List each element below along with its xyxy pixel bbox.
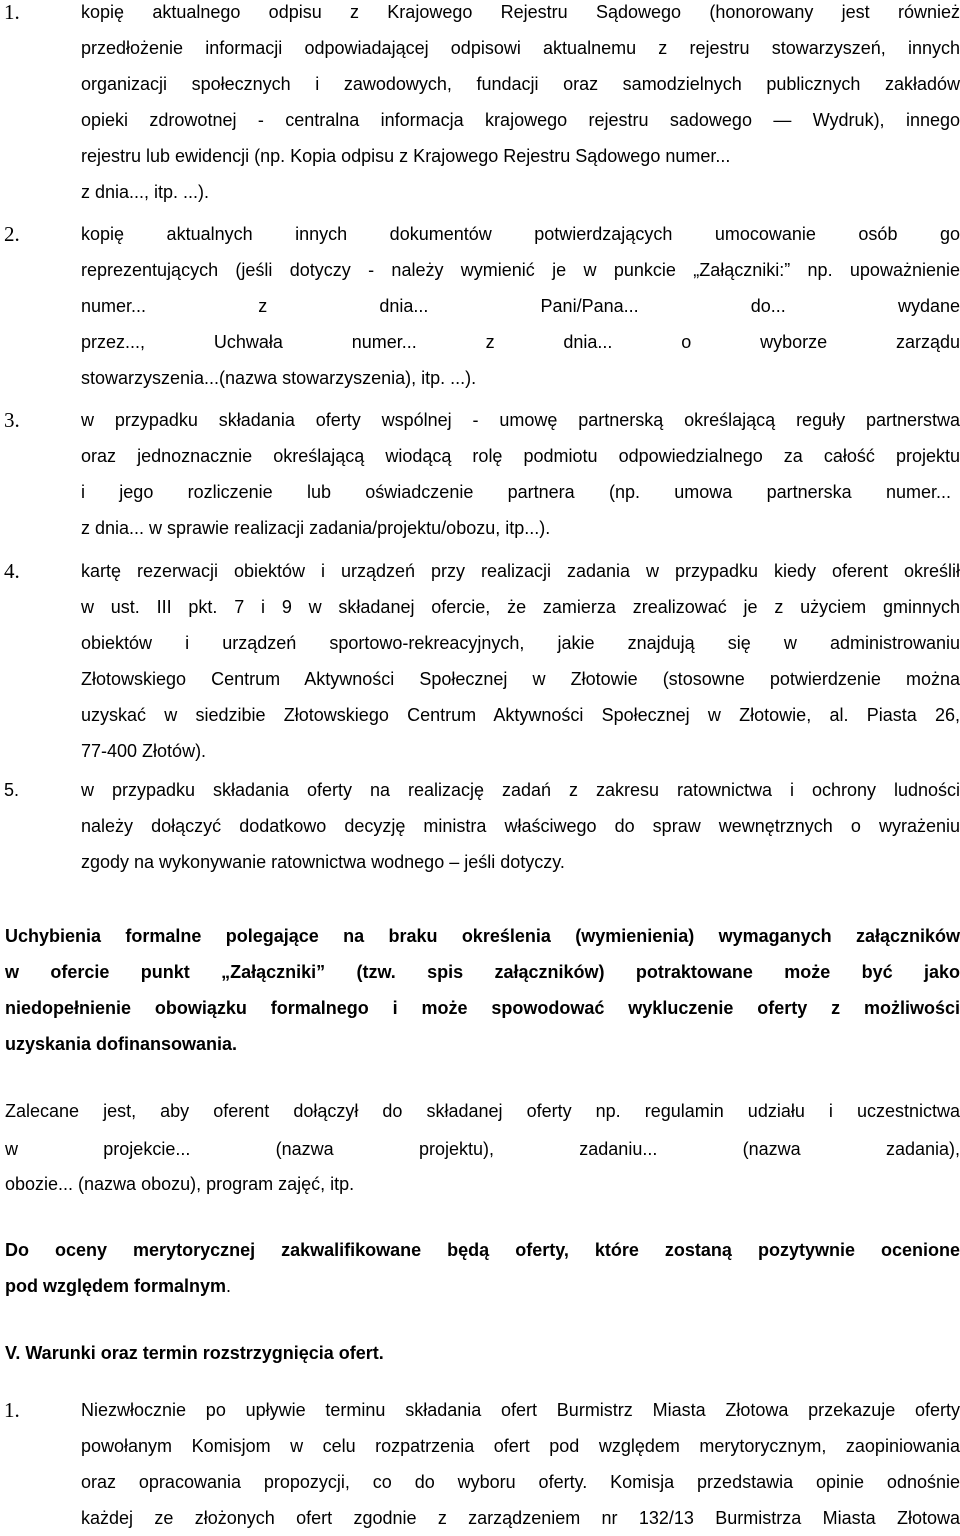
list-item-line: reprezentujących (jeśli dotyczy - należy wymienić je w punkcie „Załączniki:” np. upoważnienie — [81, 260, 960, 280]
list-item-line: i jego rozliczenie lub oświadczenie partnera (np. umowa partnerska numer... — [81, 482, 951, 502]
list-item-line: przez..., Uchwała numer... z dnia... o wyborze zarządu — [81, 332, 960, 352]
list-item-line: należy dołączyć dodatkowo decyzję ministra właściwego do spraw wewnętrznych o wyrażeniu — [81, 816, 960, 836]
list-item-line: obiektów i urządzeń sportowo-rekreacyjnych, jakie znajdują się w administrowaniu — [81, 633, 960, 653]
list-item-number: 4. — [4, 559, 20, 583]
list-item-line: z dnia... w sprawie realizacji zadania/projektu/obozu, itp...). — [81, 518, 551, 538]
recommendation-line: w projekcie... (nazwa projektu), zadaniu... (nazwa zadania), — [5, 1139, 960, 1159]
list-item-line: zgody na wykonywanie ratownictwa wodnego – jeśli dotyczy. — [81, 852, 565, 872]
list-item-line: przedłożenie informacji odpowiadającej odpisowi aktualnemu z rejestru stowarzyszeń, innych — [81, 38, 960, 58]
list-item-line: powołanym Komisjom w celu rozpatrzenia ofert pod względem merytorycznym, zaopiniowania — [81, 1436, 960, 1456]
list-item-line: w przypadku składania oferty na realizację zadań z zakresu ratownictwa i ochrony ludności — [81, 780, 960, 800]
list-item-number: 5. — [4, 780, 20, 800]
notice-line: uzyskania dofinansowania. — [5, 1034, 238, 1054]
section-heading: V. Warunki oraz termin rozstrzygnięcia ofert. — [5, 1343, 384, 1363]
list-item-number: 3. — [4, 408, 20, 432]
list-item-line: w ust. III pkt. 7 i 9 w składanej ofercie, że zamierza zrealizować je z użyciem gminnych — [81, 597, 960, 617]
evaluation-bold-text: pod względem formalnym — [5, 1276, 227, 1296]
list-item-line: z dnia..., itp. ...). — [81, 182, 210, 202]
list-item-line: uzyskać w siedzibie Złotowskiego Centrum Aktywności Społecznej w Złotowie, al. Piasta 26, — [81, 705, 960, 725]
list-item-number: 1. — [4, 1398, 20, 1422]
recommendation-line: obozie... (nazwa obozu), program zajęć, itp. — [5, 1174, 355, 1194]
list-item-line: kopię aktualnego odpisu z Krajowego Rejestru Sądowego (honorowany jest również — [81, 2, 960, 22]
evaluation-line — [5, 1268, 960, 1304]
list-item-line: kopię aktualnych innych dokumentów potwierdzających umocowanie osób go — [81, 224, 960, 244]
evaluation-line: Do oceny merytorycznej zakwalifikowane będą oferty, które zostaną pozytywnie ocenione — [5, 1240, 960, 1260]
list-item-line: numer... z dnia... Pani/Pana... do... wydane — [81, 296, 960, 316]
list-item-line: 77-400 Złotów). — [81, 741, 207, 761]
notice-line: Uchybienia formalne polegające na braku określenia (wymienienia) wymaganych załączników — [5, 926, 960, 946]
list-item-line: każdej ze złożonych ofert zgodnie z zarządzeniem nr 132/13 Burmistrza Miasta Złotowa — [81, 1508, 960, 1528]
list-item-line: stowarzyszenia...(nazwa stowarzyszenia), itp. ...). — [81, 368, 477, 388]
list-item-line: Niezwłocznie po upływie terminu składania ofert Burmistrz Miasta Złotowa przekazuje oferty — [81, 1400, 960, 1420]
notice-line: niedopełnienie obowiązku formalnego i może spowodować wykluczenie oferty z możliwości — [5, 998, 960, 1018]
list-item-line: opieki zdrowotnej - centralna informacja krajowego rejestru sadowego — Wydruk), innego — [81, 110, 960, 130]
list-item-line: Złotowskiego Centrum Aktywności Społecznej w Złotowie (stosowne potwierdzenie można — [81, 669, 960, 689]
recommendation-line: Zalecane jest, aby oferent dołączył do składanej oferty np. regulamin udziału i uczestnictwa — [5, 1101, 960, 1121]
list-item-line: kartę rezerwacji obiektów i urządzeń przy realizacji zadania w przypadku kiedy oferent określił — [81, 561, 960, 581]
list-item-number: 1. — [4, 0, 20, 24]
list-item-line: rejestru lub ewidencji (np. Kopia odpisu z Krajowego Rejestru Sądowego numer... — [81, 146, 731, 166]
evaluation-tail: . — [226, 1276, 232, 1296]
list-item-line: w przypadku składania oferty wspólnej - umowę partnerską określającą reguły partnerstwa — [81, 410, 960, 430]
list-item-line: oraz opracowania propozycji, co do wyboru oferty. Komisja przedstawia opinie odnośnie — [81, 1472, 960, 1492]
list-item-line: oraz jednoznacznie określającą wiodącą rolę podmiotu odpowiedzialnego za całość projektu — [81, 446, 960, 466]
list-item-line: organizacji społecznych i zawodowych, fundacji oraz samodzielnych publicznych zakładów — [81, 74, 960, 94]
notice-line: w ofercie punkt „Załączniki” (tzw. spis załączników) potraktowane może być jako — [5, 962, 960, 982]
list-item-number: 2. — [4, 222, 20, 246]
